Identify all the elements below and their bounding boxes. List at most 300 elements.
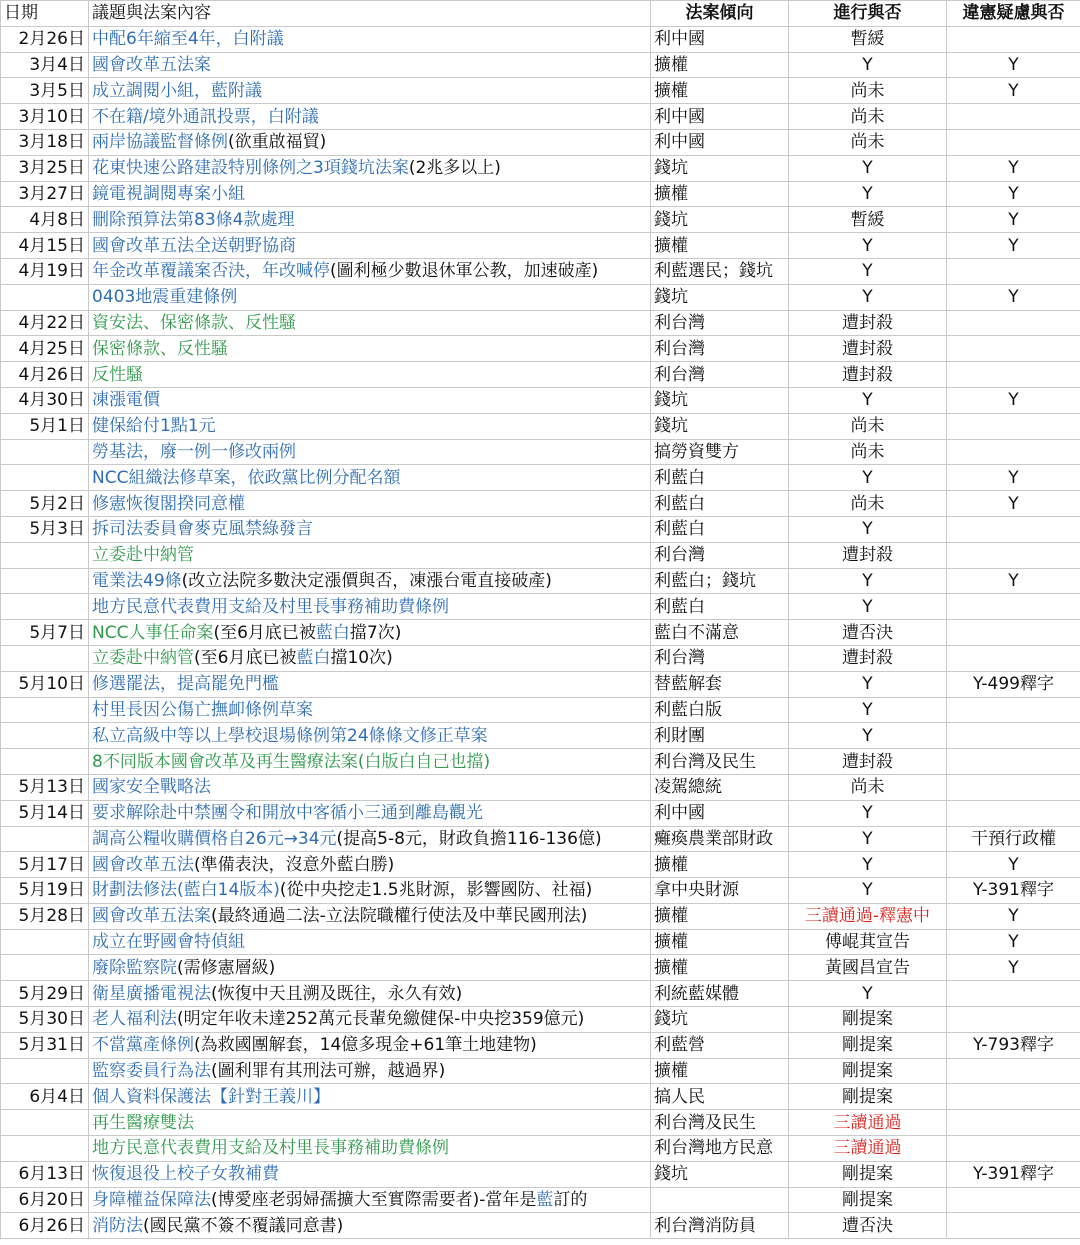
cell-progress[interactable]: 尚未 — [789, 104, 947, 130]
cell-date[interactable] — [1, 749, 89, 775]
cell-lean[interactable]: 利中國 — [651, 26, 789, 52]
header-row — [1, 1, 1080, 27]
topic-segment: 兩岸協議監督條例 — [92, 132, 228, 153]
cell-progress[interactable]: 遭否決 — [789, 1213, 947, 1239]
cell-unconstitutional[interactable] — [947, 1084, 1080, 1110]
cell-date[interactable] — [1, 284, 89, 310]
cell-topic[interactable] — [89, 878, 651, 904]
cell-progress[interactable]: Y — [789, 852, 947, 878]
cell-lean[interactable]: 利台灣 — [651, 645, 789, 671]
cell-date[interactable]: 5月3日 — [1, 516, 89, 542]
cell-unconstitutional[interactable]: Y — [947, 52, 1080, 78]
cell-lean[interactable]: 利統藍媒體 — [651, 981, 789, 1007]
cell-topic[interactable] — [89, 155, 651, 181]
cell-unconstitutional[interactable] — [947, 104, 1080, 130]
topic-segment: 不在籍/境外通訊投票，白附議 — [92, 106, 319, 127]
topic-segment: 國家安全戰略法 — [92, 777, 211, 798]
cell-progress[interactable]: 三讀通過 — [789, 1136, 947, 1162]
cell-topic[interactable] — [89, 284, 651, 310]
cell-progress[interactable]: 遭封殺 — [789, 542, 947, 568]
table-row — [1, 284, 1080, 310]
table-row — [1, 852, 1080, 878]
cell-date[interactable]: 6月26日 — [1, 1213, 89, 1239]
cell-lean[interactable]: 利台灣 — [651, 310, 789, 336]
cell-lean[interactable]: 擴權 — [651, 955, 789, 981]
table-row — [1, 1007, 1080, 1033]
topic-segment: (圖利極少數退休軍公教，加速破產) — [330, 261, 599, 282]
cell-lean[interactable]: 擴權 — [651, 78, 789, 104]
table-row — [1, 774, 1080, 800]
cell-topic[interactable] — [89, 336, 651, 362]
cell-topic[interactable] — [89, 1187, 651, 1213]
cell-lean[interactable]: 錢坑 — [651, 1007, 789, 1033]
cell-date[interactable] — [1, 697, 89, 723]
topic-segment: 財劃法修法 — [92, 880, 177, 901]
cell-topic[interactable] — [89, 620, 651, 646]
cell-date[interactable]: 5月10日 — [1, 671, 89, 697]
cell-unconstitutional[interactable] — [947, 336, 1080, 362]
table-row — [1, 129, 1080, 155]
cell-progress[interactable]: 尚未 — [789, 413, 947, 439]
cell-lean[interactable]: 利藍選民；錢坑 — [651, 258, 789, 284]
cell-progress[interactable]: Y — [789, 52, 947, 78]
cell-lean[interactable]: 利藍白 — [651, 594, 789, 620]
cell-date[interactable]: 4月22日 — [1, 310, 89, 336]
topic-segment: 0403地震重建條例 — [92, 287, 238, 308]
cell-date[interactable]: 5月7日 — [1, 620, 89, 646]
cell-unconstitutional[interactable] — [947, 258, 1080, 284]
topic-segment: (提高5-8元，財政負擔116-136億) — [336, 828, 602, 849]
cell-progress[interactable]: 尚未 — [789, 491, 947, 517]
topic-segment: 擋10次) — [330, 648, 393, 669]
topic-segment: 電業法49條 — [92, 570, 182, 591]
cell-progress[interactable]: 三讀通過-釋憲中 — [789, 903, 947, 929]
cell-lean[interactable]: 利藍白版 — [651, 697, 789, 723]
cell-lean[interactable]: 癱瘓農業部財政 — [651, 826, 789, 852]
cell-lean[interactable]: 錢坑 — [651, 1161, 789, 1187]
cell-topic[interactable] — [89, 749, 651, 775]
cell-progress[interactable]: 剛提案 — [789, 1161, 947, 1187]
cell-date[interactable]: 4月19日 — [1, 258, 89, 284]
cell-progress[interactable]: Y — [789, 387, 947, 413]
cell-topic[interactable] — [89, 800, 651, 826]
cell-progress[interactable]: Y — [789, 981, 947, 1007]
cell-date[interactable]: 3月25日 — [1, 155, 89, 181]
cell-progress[interactable]: Y — [789, 697, 947, 723]
cell-topic[interactable] — [89, 826, 651, 852]
cell-unconstitutional[interactable] — [947, 594, 1080, 620]
cell-progress[interactable]: Y — [789, 826, 947, 852]
cell-unconstitutional[interactable] — [947, 439, 1080, 465]
cell-lean[interactable]: 搞人民 — [651, 1084, 789, 1110]
cell-topic[interactable] — [89, 439, 651, 465]
cell-unconstitutional[interactable]: 干預行政權 — [947, 826, 1080, 852]
table-row — [1, 78, 1080, 104]
cell-unconstitutional[interactable]: Y — [947, 155, 1080, 181]
cell-lean[interactable]: 擴權 — [651, 852, 789, 878]
cell-lean[interactable]: 利中國 — [651, 800, 789, 826]
cell-lean[interactable]: 利藍白 — [651, 491, 789, 517]
topic-segment: (為救國團解套，14億多現金+61筆土地建物) — [194, 1035, 537, 1056]
cell-progress[interactable]: 尚未 — [789, 439, 947, 465]
cell-topic[interactable] — [89, 645, 651, 671]
cell-progress[interactable]: Y — [789, 284, 947, 310]
cell-unconstitutional[interactable]: Y — [947, 181, 1080, 207]
cell-topic[interactable] — [89, 1032, 651, 1058]
table-row — [1, 1136, 1080, 1162]
cell-lean[interactable]: 利台灣 — [651, 542, 789, 568]
cell-date[interactable] — [1, 465, 89, 491]
cell-date[interactable] — [1, 1110, 89, 1136]
cell-lean[interactable]: 利中國 — [651, 104, 789, 130]
cell-progress[interactable]: Y — [789, 878, 947, 904]
cell-lean[interactable]: 利中國 — [651, 129, 789, 155]
cell-progress[interactable]: 遭封殺 — [789, 362, 947, 388]
cell-topic[interactable] — [89, 1161, 651, 1187]
cell-lean[interactable]: 凌駕總統 — [651, 774, 789, 800]
cell-topic[interactable] — [89, 491, 651, 517]
cell-progress[interactable]: Y — [789, 155, 947, 181]
table-row — [1, 387, 1080, 413]
table-row — [1, 594, 1080, 620]
cell-date[interactable] — [1, 929, 89, 955]
cell-unconstitutional[interactable]: Y — [947, 929, 1080, 955]
cell-unconstitutional[interactable]: Y — [947, 233, 1080, 259]
topic-segment: 身障權益保障法 — [92, 1190, 211, 1211]
cell-unconstitutional[interactable]: Y — [947, 387, 1080, 413]
cell-date[interactable] — [1, 594, 89, 620]
cell-lean[interactable]: 拿中央財源 — [651, 878, 789, 904]
topic-segment: 藍白 — [315, 622, 350, 643]
cell-topic[interactable] — [89, 52, 651, 78]
cell-lean[interactable]: 錢坑 — [651, 284, 789, 310]
topic-segment: 8不同版本國會改革及再生醫療法案(白版白自己也擋) — [92, 751, 491, 772]
cell-lean[interactable]: 利台灣消防員 — [651, 1213, 789, 1239]
cell-date[interactable]: 6月13日 — [1, 1161, 89, 1187]
cell-unconstitutional[interactable] — [947, 645, 1080, 671]
topic-segment: 資安法、保密條款、反性騷 — [92, 312, 296, 333]
cell-topic[interactable] — [89, 310, 651, 336]
cell-date[interactable]: 5月2日 — [1, 491, 89, 517]
cell-progress[interactable]: 暫緩 — [789, 207, 947, 233]
cell-date[interactable] — [1, 955, 89, 981]
cell-unconstitutional[interactable] — [947, 723, 1080, 749]
table-row — [1, 233, 1080, 259]
cell-progress[interactable]: 剛提案 — [789, 1007, 947, 1033]
cell-progress[interactable]: 遭封殺 — [789, 645, 947, 671]
topic-segment: (藍白14版本) — [177, 880, 280, 901]
cell-unconstitutional[interactable]: Y — [947, 903, 1080, 929]
cell-lean[interactable]: 利台灣 — [651, 336, 789, 362]
cell-progress[interactable]: 遭否決 — [789, 620, 947, 646]
cell-lean[interactable]: 利台灣及民生 — [651, 749, 789, 775]
cell-unconstitutional[interactable]: Y-793釋字 — [947, 1032, 1080, 1058]
cell-topic[interactable] — [89, 129, 651, 155]
table-row — [1, 439, 1080, 465]
cell-unconstitutional[interactable] — [947, 749, 1080, 775]
cell-date[interactable] — [1, 1136, 89, 1162]
cell-date[interactable]: 5月31日 — [1, 1032, 89, 1058]
cell-unconstitutional[interactable]: Y-391釋字 — [947, 878, 1080, 904]
cell-unconstitutional[interactable] — [947, 1213, 1080, 1239]
cell-unconstitutional[interactable] — [947, 362, 1080, 388]
table-row — [1, 336, 1080, 362]
header-lean[interactable]: 法案傾向 — [651, 1, 789, 27]
cell-progress[interactable]: 尚未 — [789, 774, 947, 800]
topic-segment: (恢復中天且溯及既往，永久有效) — [211, 983, 463, 1004]
cell-progress[interactable]: Y — [789, 723, 947, 749]
cell-progress[interactable]: 遭封殺 — [789, 336, 947, 362]
topic-segment: 再生醫療雙法 — [92, 1112, 194, 1133]
cell-date[interactable]: 4月30日 — [1, 387, 89, 413]
cell-lean[interactable]: 擴權 — [651, 929, 789, 955]
cell-date[interactable]: 5月28日 — [1, 903, 89, 929]
cell-date[interactable]: 4月8日 — [1, 207, 89, 233]
cell-progress[interactable]: 暫緩 — [789, 26, 947, 52]
cell-progress[interactable]: 遭封殺 — [789, 749, 947, 775]
cell-topic[interactable] — [89, 697, 651, 723]
cell-date[interactable] — [1, 826, 89, 852]
cell-date[interactable]: 5月19日 — [1, 878, 89, 904]
cell-unconstitutional[interactable] — [947, 774, 1080, 800]
cell-topic[interactable] — [89, 852, 651, 878]
cell-lean[interactable]: 擴權 — [651, 903, 789, 929]
cell-date[interactable]: 3月5日 — [1, 78, 89, 104]
cell-lean[interactable]: 利藍白 — [651, 465, 789, 491]
cell-unconstitutional[interactable]: Y — [947, 955, 1080, 981]
cell-date[interactable]: 4月25日 — [1, 336, 89, 362]
header-unconstitutional[interactable]: 違憲疑慮與否 — [947, 1, 1080, 27]
cell-lean[interactable]: 錢坑 — [651, 155, 789, 181]
cell-topic[interactable] — [89, 542, 651, 568]
header-progress[interactable]: 進行與否 — [789, 1, 947, 27]
topic-segment: (2兆多以上) — [408, 158, 501, 179]
table-row — [1, 1187, 1080, 1213]
cell-unconstitutional[interactable]: Y — [947, 465, 1080, 491]
cell-lean[interactable]: 擴權 — [651, 52, 789, 78]
cell-unconstitutional[interactable] — [947, 981, 1080, 1007]
cell-topic[interactable] — [89, 594, 651, 620]
cell-lean[interactable]: 利藍白 — [651, 516, 789, 542]
cell-lean[interactable]: 擴權 — [651, 233, 789, 259]
table-row — [1, 929, 1080, 955]
cell-unconstitutional[interactable] — [947, 1058, 1080, 1084]
cell-progress[interactable]: 遭封殺 — [789, 310, 947, 336]
topic-segment: 保密條款、反性騷 — [92, 338, 228, 359]
cell-topic[interactable] — [89, 568, 651, 594]
cell-progress[interactable]: 傅崐萁宣告 — [789, 929, 947, 955]
cell-unconstitutional[interactable] — [947, 516, 1080, 542]
cell-topic[interactable] — [89, 207, 651, 233]
cell-date[interactable] — [1, 645, 89, 671]
cell-unconstitutional[interactable] — [947, 697, 1080, 723]
cell-date[interactable]: 5月30日 — [1, 1007, 89, 1033]
cell-unconstitutional[interactable] — [947, 542, 1080, 568]
cell-unconstitutional[interactable]: Y-499釋字 — [947, 671, 1080, 697]
cell-unconstitutional[interactable] — [947, 1187, 1080, 1213]
table-row — [1, 1213, 1080, 1239]
cell-progress[interactable]: 尚未 — [789, 129, 947, 155]
cell-lean[interactable]: 搞勞資雙方 — [651, 439, 789, 465]
cell-lean[interactable]: 利藍營 — [651, 1032, 789, 1058]
table-row — [1, 645, 1080, 671]
cell-topic[interactable] — [89, 362, 651, 388]
cell-date[interactable] — [1, 542, 89, 568]
cell-date[interactable]: 4月15日 — [1, 233, 89, 259]
cell-date[interactable]: 5月29日 — [1, 981, 89, 1007]
cell-topic[interactable] — [89, 233, 651, 259]
cell-date[interactable]: 3月18日 — [1, 129, 89, 155]
cell-topic[interactable] — [89, 78, 651, 104]
cell-progress[interactable]: 三讀通過 — [789, 1110, 947, 1136]
cell-lean[interactable]: 擴權 — [651, 1058, 789, 1084]
topic-segment: 不當黨產條例 — [92, 1035, 194, 1056]
cell-lean[interactable]: 錢坑 — [651, 387, 789, 413]
cell-progress[interactable]: 剛提案 — [789, 1084, 947, 1110]
cell-lean[interactable]: 藍白不滿意 — [651, 620, 789, 646]
cell-lean[interactable]: 利台灣及民生 — [651, 1110, 789, 1136]
cell-date[interactable]: 5月1日 — [1, 413, 89, 439]
cell-date[interactable]: 5月13日 — [1, 774, 89, 800]
cell-topic[interactable] — [89, 774, 651, 800]
cell-topic[interactable] — [89, 465, 651, 491]
cell-unconstitutional[interactable] — [947, 620, 1080, 646]
topic-segment: 地方民意代表費用支給及村里長事務補助費條例 — [92, 596, 449, 617]
cell-lean[interactable]: 利台灣地方民意 — [651, 1136, 789, 1162]
cell-lean[interactable]: 利藍白；錢坑 — [651, 568, 789, 594]
cell-unconstitutional[interactable]: Y — [947, 852, 1080, 878]
topic-segment: 反性騷 — [92, 364, 143, 385]
cell-progress[interactable]: Y — [789, 181, 947, 207]
cell-progress[interactable]: 尚未 — [789, 78, 947, 104]
topic-segment: (博愛座老弱婦孺擴大至實際需要者)-當年是 — [211, 1190, 537, 1211]
cell-progress[interactable]: Y — [789, 516, 947, 542]
table-row — [1, 1058, 1080, 1084]
cell-unconstitutional[interactable]: Y-391釋字 — [947, 1161, 1080, 1187]
cell-progress[interactable]: Y — [789, 671, 947, 697]
cell-progress[interactable]: Y — [789, 233, 947, 259]
cell-date[interactable]: 6月4日 — [1, 1084, 89, 1110]
header-topic[interactable]: 議題與法案內容 — [89, 1, 651, 27]
cell-date[interactable] — [1, 439, 89, 465]
cell-topic[interactable] — [89, 1058, 651, 1084]
cell-topic[interactable] — [89, 955, 651, 981]
cell-unconstitutional[interactable] — [947, 800, 1080, 826]
cell-topic[interactable] — [89, 981, 651, 1007]
cell-topic[interactable] — [89, 671, 651, 697]
cell-topic[interactable] — [89, 1136, 651, 1162]
cell-topic[interactable] — [89, 723, 651, 749]
topic-segment: (欲重啟福貿) — [228, 132, 327, 153]
cell-progress[interactable]: Y — [789, 800, 947, 826]
cell-date[interactable] — [1, 568, 89, 594]
cell-topic[interactable] — [89, 1084, 651, 1110]
cell-lean[interactable]: 錢坑 — [651, 207, 789, 233]
cell-lean[interactable]: 擴權 — [651, 181, 789, 207]
cell-topic[interactable] — [89, 104, 651, 130]
cell-topic[interactable] — [89, 903, 651, 929]
topic-segment: 訂的 — [553, 1190, 588, 1211]
cell-lean[interactable]: 利台灣 — [651, 362, 789, 388]
cell-progress[interactable]: Y — [789, 465, 947, 491]
cell-lean[interactable]: 替藍解套 — [651, 671, 789, 697]
table-row — [1, 697, 1080, 723]
cell-topic[interactable] — [89, 258, 651, 284]
cell-progress[interactable]: 黃國昌宣告 — [789, 955, 947, 981]
cell-unconstitutional[interactable]: Y — [947, 78, 1080, 104]
topic-segment: 調高公糧收購價格自26元→34元 — [92, 828, 337, 849]
cell-unconstitutional[interactable] — [947, 1136, 1080, 1162]
cell-unconstitutional[interactable]: Y — [947, 491, 1080, 517]
cell-progress[interactable]: Y — [789, 568, 947, 594]
cell-unconstitutional[interactable] — [947, 26, 1080, 52]
cell-topic[interactable] — [89, 1110, 651, 1136]
cell-unconstitutional[interactable] — [947, 129, 1080, 155]
cell-topic[interactable] — [89, 413, 651, 439]
cell-unconstitutional[interactable] — [947, 1007, 1080, 1033]
cell-topic[interactable] — [89, 516, 651, 542]
cell-date[interactable] — [1, 1058, 89, 1084]
table-row — [1, 671, 1080, 697]
cell-lean[interactable] — [651, 1187, 789, 1213]
cell-progress[interactable]: 剛提案 — [789, 1187, 947, 1213]
cell-topic[interactable] — [89, 181, 651, 207]
table-row — [1, 258, 1080, 284]
cell-progress[interactable]: 剛提案 — [789, 1032, 947, 1058]
topic-segment: (至6月底已被 — [213, 622, 316, 643]
cell-topic[interactable] — [89, 1213, 651, 1239]
cell-date[interactable] — [1, 723, 89, 749]
cell-date[interactable]: 3月10日 — [1, 104, 89, 130]
cell-date[interactable]: 3月4日 — [1, 52, 89, 78]
topic-segment: 私立高級中等以上學校退場條例第24條條文修正草案 — [92, 725, 488, 746]
cell-date[interactable]: 5月17日 — [1, 852, 89, 878]
topic-segment: 擋7次) — [349, 622, 402, 643]
cell-date[interactable]: 5月14日 — [1, 800, 89, 826]
cell-lean[interactable]: 錢坑 — [651, 413, 789, 439]
table-row — [1, 620, 1080, 646]
cell-lean[interactable]: 利財團 — [651, 723, 789, 749]
cell-progress[interactable]: Y — [789, 258, 947, 284]
cell-topic[interactable] — [89, 387, 651, 413]
cell-unconstitutional[interactable] — [947, 310, 1080, 336]
topic-segment: 修選罷法，提高罷免門檻 — [92, 674, 279, 695]
topic-segment: NCC組織法修草案，依政黨比例分配名額 — [92, 467, 401, 488]
header-date[interactable]: 日期 — [1, 1, 89, 27]
cell-unconstitutional[interactable]: Y — [947, 284, 1080, 310]
table-row — [1, 955, 1080, 981]
cell-unconstitutional[interactable]: Y — [947, 568, 1080, 594]
cell-topic[interactable] — [89, 929, 651, 955]
cell-progress[interactable]: 剛提案 — [789, 1058, 947, 1084]
cell-unconstitutional[interactable] — [947, 413, 1080, 439]
topic-segment: 刪除預算法第83條4款處理 — [92, 209, 295, 230]
cell-unconstitutional[interactable]: Y — [947, 207, 1080, 233]
topic-segment: NCC人事任命案 — [92, 622, 214, 643]
cell-topic[interactable] — [89, 26, 651, 52]
table-row — [1, 516, 1080, 542]
table-row — [1, 362, 1080, 388]
topic-segment: 藍白 — [296, 648, 331, 669]
cell-date[interactable]: 6月20日 — [1, 1187, 89, 1213]
cell-date[interactable]: 2月26日 — [1, 26, 89, 52]
cell-unconstitutional[interactable] — [947, 1110, 1080, 1136]
topic-segment: 廢除監察院 — [92, 957, 177, 978]
cell-date[interactable]: 3月27日 — [1, 181, 89, 207]
cell-date[interactable]: 4月26日 — [1, 362, 89, 388]
cell-progress[interactable]: Y — [789, 594, 947, 620]
cell-topic[interactable] — [89, 1007, 651, 1033]
